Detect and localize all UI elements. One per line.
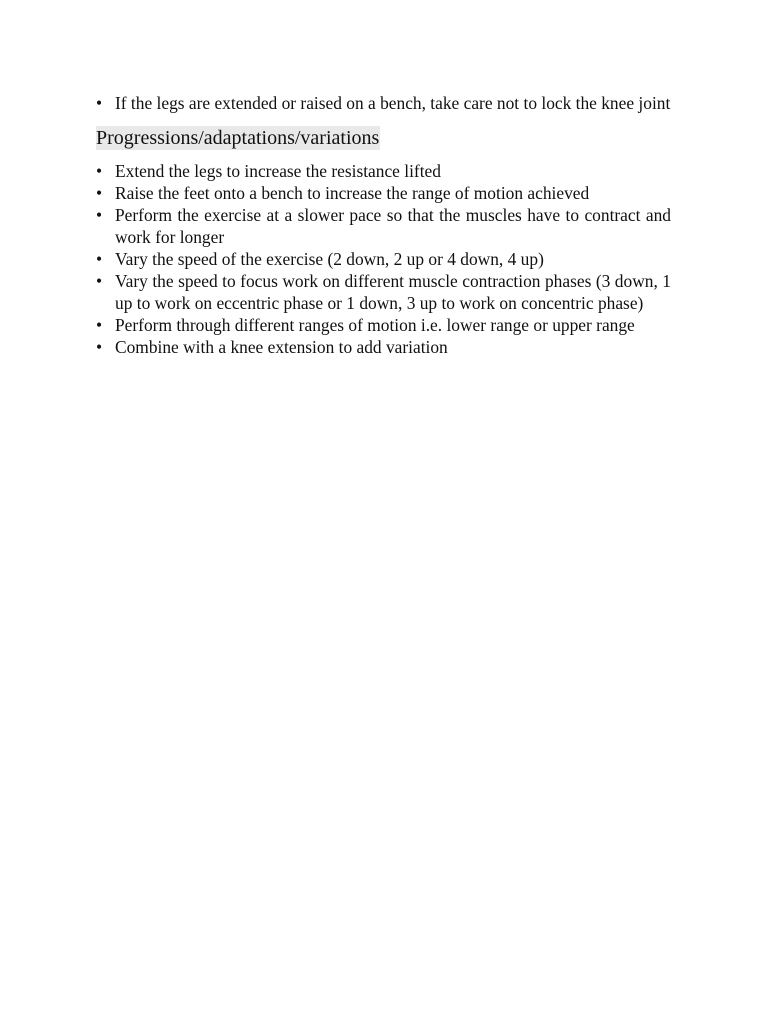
list-item-text: Vary the speed of the exercise (2 down, 2 up or 4 down, 4 up) — [115, 249, 544, 269]
list-item — [96, 92, 671, 114]
list-item — [96, 182, 671, 204]
list-item — [96, 314, 671, 336]
list-item-text: Combine with a knee extension to add variation — [115, 337, 448, 357]
list-item-text: Vary the speed to focus work on different muscle contraction phases (3 down, 1 up to work on eccentric phase or 1 down, 3 up to work on concentric phase) — [115, 271, 671, 313]
list-item-text: Perform through different ranges of motion i.e. lower range or upper range — [115, 315, 635, 335]
bullet-icon: • — [96, 93, 103, 113]
list-item-text: Raise the feet onto a bench to increase the range of motion achieved — [115, 183, 590, 203]
list-item-text: If the legs are extended or raised on a bench, take care not to lock the knee joint — [115, 93, 671, 113]
section-heading: Progressions/adaptations/variations — [96, 127, 380, 149]
intro-bullet-list — [96, 92, 671, 114]
bullet-icon: • — [96, 271, 103, 291]
bullet-icon: • — [96, 249, 103, 269]
variations-bullet-list — [96, 160, 671, 358]
list-item-text: Extend the legs to increase the resistance lifted — [115, 161, 441, 181]
bullet-icon: • — [96, 183, 103, 203]
bullet-icon: • — [96, 205, 103, 225]
list-item — [96, 204, 671, 248]
bullet-icon: • — [96, 161, 103, 181]
list-item — [96, 160, 671, 182]
list-item — [96, 270, 671, 314]
list-item-text: Perform the exercise at a slower pace so that the muscles have to contract and work for longer — [115, 205, 671, 247]
list-item — [96, 336, 671, 358]
list-item — [96, 248, 671, 270]
document-page — [96, 92, 671, 358]
bullet-icon: • — [96, 337, 103, 357]
bullet-icon: • — [96, 315, 103, 335]
